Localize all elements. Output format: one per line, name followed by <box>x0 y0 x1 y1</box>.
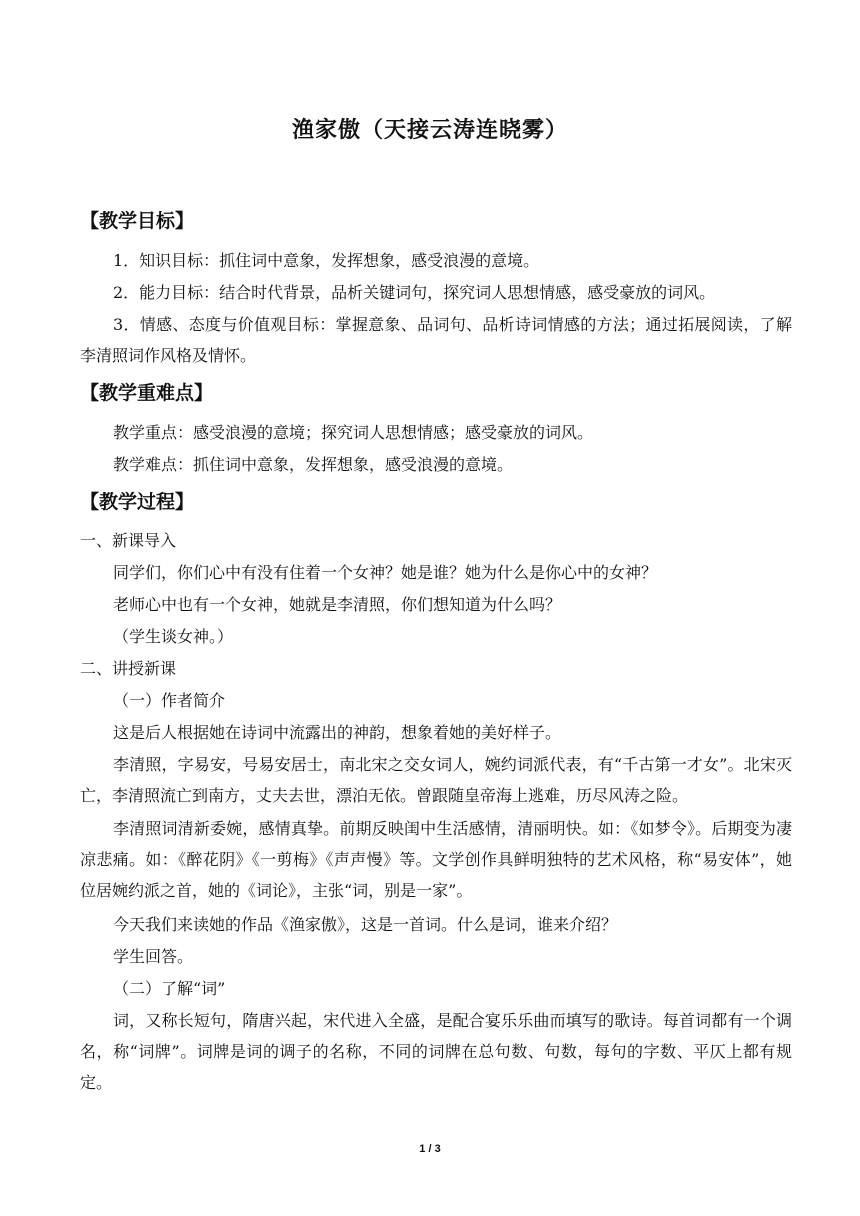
subsection-title: （二）了解“词” <box>113 979 226 998</box>
page-title: 渔家傲（天接云涛连晓雾） <box>291 117 568 143</box>
paragraph: 2．能力目标：结合时代背景，品析关键词句，探究词人思想情感，感受豪放的词风。 <box>113 283 716 302</box>
paragraph: （学生谈女神。） <box>113 627 234 646</box>
subsection-title: 一、新课导入 <box>80 531 177 550</box>
section-heading-process: 【教学过程】 <box>80 491 195 513</box>
paragraph: 老师心中也有一个女神，她就是李清照，你们想知道为什么吗？ <box>113 595 562 614</box>
paragraph: 词，又称长短句，隋唐兴起，宋代进入全盛，是配合宴乐乐曲而填写的歌诗。每首词都有一个调名，称“词牌”。词牌是词的调子的名称，不同的词牌在总句数、句数，每句的字数、平仄上都有规定。 <box>80 1011 792 1092</box>
section-heading-key-points: 【教学重难点】 <box>80 382 214 404</box>
paragraph: 3．情感、态度与价值观目标：掌握意象、品词句、品析诗词情感的方法；通过拓展阅读，了解李清照词作风格及情怀。 <box>80 315 792 365</box>
paragraph: 今天我们来读她的作品《渔家傲》，这是一首词。什么是词，谁来介绍？ <box>113 915 618 934</box>
paragraph: 1．知识目标：抓住词中意象，发挥想象，感受浪漫的意境。 <box>113 251 540 270</box>
paragraph: 教学难点：抓住词中意象，发挥想象，感受浪漫的意境。 <box>113 455 514 474</box>
paragraph: 李清照词清新委婉，感情真挚。前期反映闺中生活感情，清丽明快。如：《如梦令》。后期变为凄凉悲痛。如：《醉花阴》《一剪梅》《声声慢》等。文学创作具鲜明独特的艺术风格，称“易安体”，她位居婉约派之首，她的《词论》，主张“词，别是一家”。 <box>80 819 792 900</box>
page-number: 1 / 3 <box>419 1143 441 1155</box>
subsection-title: 二、讲授新课 <box>80 659 177 678</box>
paragraph: 这是后人根据她在诗词中流露出的神韵，想象着她的美好样子。 <box>113 723 562 742</box>
section-heading-goals: 【教学目标】 <box>80 210 195 232</box>
paragraph: 同学们，你们心中有没有住着一个女神？她是谁？她为什么是你心中的女神？ <box>113 563 658 582</box>
paragraph: 李清照，字易安，号易安居士，南北宋之交女词人，婉约词派代表，有“千古第一才女”。北宋灭亡，李清照流亡到南方，丈夫去世，漂泊无依。曾跟随皇帝海上逃难，历尽风涛之险。 <box>80 755 792 805</box>
paragraph: 教学重点：感受浪漫的意境；探究词人思想情感；感受豪放的词风。 <box>113 423 594 442</box>
paragraph: 学生回答。 <box>113 947 194 966</box>
subsection-title: （一）作者简介 <box>113 691 226 710</box>
